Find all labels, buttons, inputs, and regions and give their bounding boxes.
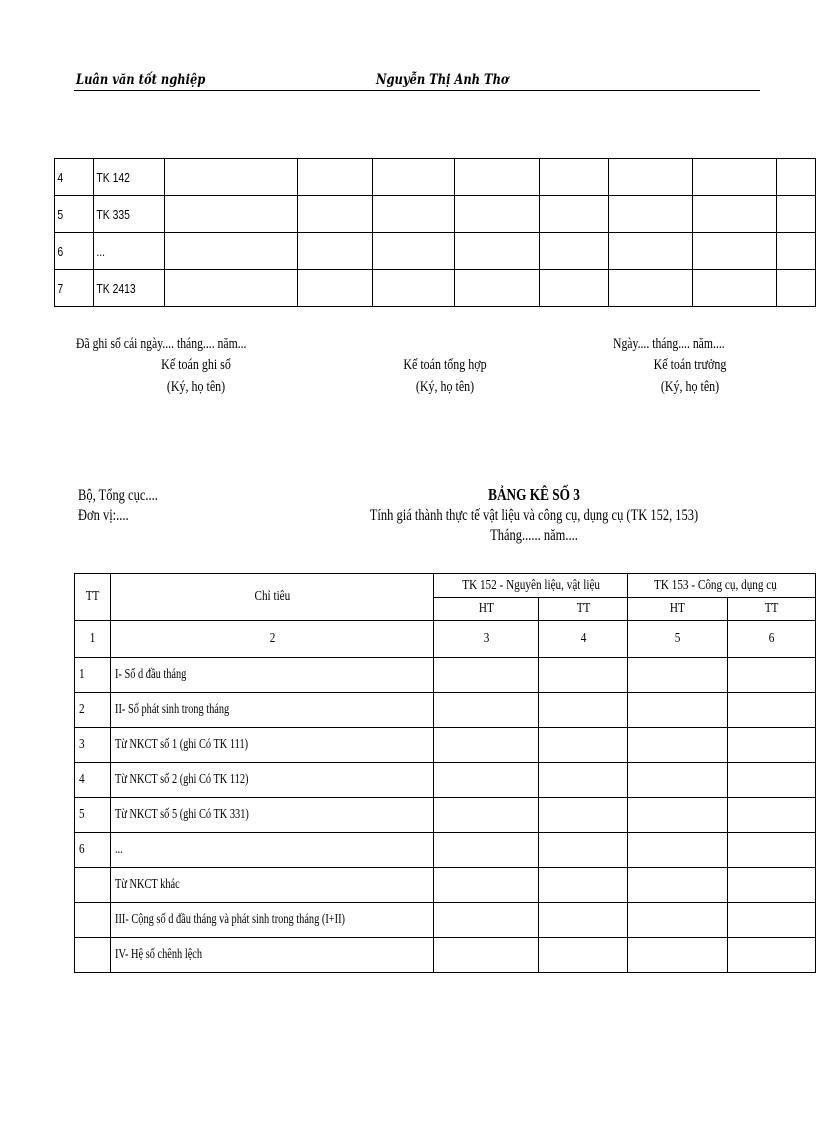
empty-cell — [164, 196, 298, 233]
row-label: I- Số d đầu tháng — [111, 658, 434, 693]
empty-cell — [434, 903, 539, 938]
empty-cell — [298, 159, 373, 196]
bookkeeper-sign-note: (Ký, họ tên) — [166, 379, 226, 395]
ledger-recorded-date: Đã ghi sổ cái ngày.... tháng.... năm... — [76, 336, 247, 352]
header-chi-tieu: Chỉ tiêu — [111, 574, 434, 621]
empty-cell — [693, 233, 776, 270]
empty-cell — [728, 903, 816, 938]
table-row — [75, 903, 816, 938]
table-row — [55, 159, 816, 196]
empty-cell — [434, 798, 539, 833]
col-number: 2 — [111, 621, 434, 658]
empty-cell — [538, 693, 628, 728]
empty-cell — [776, 233, 815, 270]
row-number: 4 — [55, 159, 94, 196]
column-number-row — [75, 621, 816, 658]
empty-cell — [372, 196, 455, 233]
row-label: IV- Hệ số chênh lệch — [111, 938, 434, 973]
empty-cell — [434, 938, 539, 973]
empty-cell — [608, 233, 692, 270]
empty-cell — [628, 833, 728, 868]
empty-cell — [434, 728, 539, 763]
empty-cell — [539, 270, 608, 307]
row-label: II- Số phát sinh trong tháng — [111, 693, 434, 728]
empty-cell — [728, 693, 816, 728]
header-tt: TT — [75, 574, 111, 621]
empty-cell — [538, 763, 628, 798]
empty-cell — [628, 798, 728, 833]
header-tk152-ht: HT — [434, 598, 539, 621]
empty-cell — [728, 868, 816, 903]
col-number: 3 — [434, 621, 539, 658]
header-tk153-ht: HT — [628, 598, 728, 621]
empty-cell — [628, 658, 728, 693]
table-row — [75, 658, 816, 693]
chief-accountant-title: Kế toán trưởng — [653, 357, 727, 373]
row-label: Từ NKCT khác — [111, 868, 434, 903]
empty-cell — [538, 938, 628, 973]
header-tk152-tt: TT — [538, 598, 628, 621]
empty-cell — [776, 159, 815, 196]
ministry-label: Bộ, Tổng cục.... — [78, 487, 158, 504]
account-code: TK 335 — [94, 196, 164, 233]
empty-cell — [693, 159, 776, 196]
empty-cell — [434, 868, 539, 903]
header-tk153: TK 153 - Công cụ, dụng cụ — [628, 574, 816, 598]
empty-cell — [538, 658, 628, 693]
empty-cell — [538, 728, 628, 763]
empty-cell — [455, 159, 539, 196]
unit-label: Đơn vị:.... — [78, 507, 129, 524]
col-number: 1 — [75, 621, 111, 658]
row-number: 4 — [75, 763, 111, 798]
material-cost-table — [74, 573, 816, 973]
row-number: 2 — [75, 693, 111, 728]
empty-cell — [434, 693, 539, 728]
empty-cell — [372, 233, 455, 270]
header-author-name: Nguyễn Thị Anh Thơ — [376, 72, 509, 88]
header-left-title: Luân văn tốt nghiệp — [76, 72, 206, 88]
empty-cell — [628, 728, 728, 763]
empty-cell — [628, 938, 728, 973]
empty-cell — [728, 728, 816, 763]
empty-cell — [539, 159, 608, 196]
empty-cell — [728, 658, 816, 693]
table-row — [75, 833, 816, 868]
empty-cell — [164, 159, 298, 196]
form-title: BẢNG KÊ SỐ 3 — [488, 485, 580, 504]
col-number: 4 — [538, 621, 628, 658]
row-label: Từ NKCT số 1 (ghi Có TK 111) — [111, 728, 434, 763]
header-rule — [74, 90, 760, 91]
col-number: 6 — [728, 621, 816, 658]
empty-cell — [372, 159, 455, 196]
row-label: Từ NKCT số 5 (ghi Có TK 331) — [111, 798, 434, 833]
empty-cell — [538, 798, 628, 833]
row-label: III- Cộng số d đầu tháng và phát sinh trong tháng (I+II) — [111, 903, 434, 938]
table-row — [75, 728, 816, 763]
empty-cell — [434, 833, 539, 868]
empty-cell — [538, 868, 628, 903]
empty-cell — [434, 763, 539, 798]
empty-cell — [164, 270, 298, 307]
empty-cell — [455, 233, 539, 270]
empty-cell — [693, 270, 776, 307]
empty-cell — [628, 693, 728, 728]
table-row — [75, 693, 816, 728]
table-row — [75, 938, 816, 973]
header-tk153-tt: TT — [728, 598, 816, 621]
row-number: 5 — [75, 798, 111, 833]
empty-cell — [538, 903, 628, 938]
empty-cell — [539, 233, 608, 270]
accounts-continuation-table — [54, 158, 816, 307]
chief-accountant-sign-note: (Ký, họ tên) — [660, 379, 720, 395]
general-accountant-title: Kế toán tổng hợp — [403, 357, 487, 373]
row-number: 3 — [75, 728, 111, 763]
table-row — [55, 233, 816, 270]
form-subtitle: Tính giá thành thực tế vật liệu và công cụ, dụng cụ (TK 152, 153) — [369, 507, 699, 524]
row-number: 5 — [55, 196, 94, 233]
empty-cell — [628, 763, 728, 798]
empty-cell — [434, 658, 539, 693]
empty-cell — [608, 196, 692, 233]
empty-cell — [776, 270, 815, 307]
account-code: TK 142 — [94, 159, 164, 196]
empty-cell — [728, 763, 816, 798]
empty-cell — [608, 270, 692, 307]
col-number: 5 — [628, 621, 728, 658]
empty-cell — [628, 868, 728, 903]
row-number — [75, 868, 111, 903]
empty-cell — [455, 196, 539, 233]
table-row — [55, 270, 816, 307]
empty-cell — [298, 233, 373, 270]
row-number — [75, 938, 111, 973]
form-period: Tháng...... năm.... — [490, 527, 578, 544]
header-tk152: TK 152 - Nguyên liệu, vật liệu — [434, 574, 628, 598]
empty-cell — [539, 196, 608, 233]
row-number: 1 — [75, 658, 111, 693]
empty-cell — [455, 270, 539, 307]
row-number: 7 — [55, 270, 94, 307]
table-row — [55, 196, 816, 233]
empty-cell — [164, 233, 298, 270]
table-row — [75, 868, 816, 903]
empty-cell — [776, 196, 815, 233]
empty-cell — [372, 270, 455, 307]
row-number — [75, 903, 111, 938]
account-code: TK 2413 — [94, 270, 164, 307]
empty-cell — [693, 196, 776, 233]
account-code: ... — [94, 233, 164, 270]
empty-cell — [608, 159, 692, 196]
row-number: 6 — [75, 833, 111, 868]
empty-cell — [298, 270, 373, 307]
table-header-row — [75, 574, 816, 598]
empty-cell — [298, 196, 373, 233]
table-row — [75, 798, 816, 833]
sign-date-line: Ngày.... tháng.... năm.... — [613, 336, 725, 352]
empty-cell — [728, 938, 816, 973]
row-label: ... — [111, 833, 434, 868]
general-accountant-sign-note: (Ký, họ tên) — [415, 379, 475, 395]
table-row — [75, 763, 816, 798]
row-label: Từ NKCT số 2 (ghi Có TK 112) — [111, 763, 434, 798]
empty-cell — [728, 833, 816, 868]
empty-cell — [538, 833, 628, 868]
empty-cell — [628, 903, 728, 938]
bookkeeper-title: Kế toán ghi sổ — [161, 357, 231, 373]
empty-cell — [728, 798, 816, 833]
row-number: 6 — [55, 233, 94, 270]
